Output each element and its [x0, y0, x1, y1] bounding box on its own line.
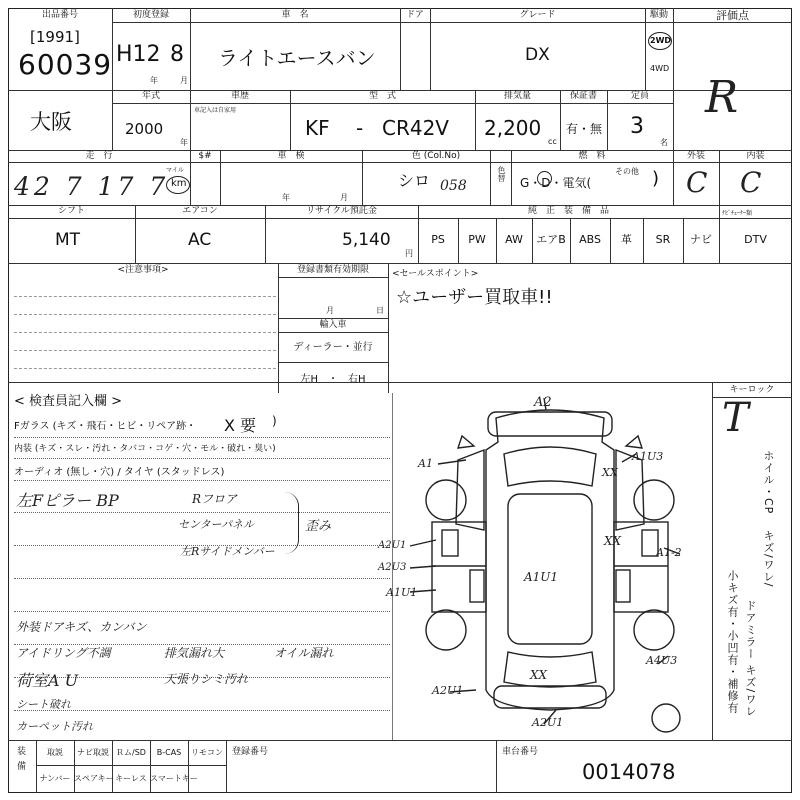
equipment-label: 純 正 装 備 品 [527, 206, 609, 216]
door-label: ドア [406, 10, 424, 20]
steering: 左H ・ 右H [300, 374, 366, 385]
score: R [705, 72, 739, 123]
wheel-front-right [634, 480, 674, 520]
footer-manual: 取説 [47, 748, 63, 757]
wheel-rear-right [634, 610, 674, 650]
glass-line: Fガラス (キズ・飛石・ヒビ・リペア跡・ [14, 421, 197, 432]
drive-label: 駆動 [649, 10, 668, 20]
wheel-front-left [426, 480, 466, 520]
fuel-other: その他 [615, 167, 639, 176]
side-repair: 小キズ有・小凹有・補修有 [726, 570, 739, 714]
car-name-label: 車 名 [281, 10, 309, 20]
equipment-sr: SR [655, 233, 671, 246]
fuel-options: G・D・電気( [520, 176, 592, 190]
hw-r3: 左Rサイドメンバー [180, 545, 275, 558]
left-window-2 [470, 570, 484, 602]
fuel-label: 燃 料 [578, 151, 606, 161]
capacity: 3 [630, 114, 644, 139]
dealer: ディーラー・並行 [293, 342, 373, 353]
diagram-mark-xx-rear: XX [530, 668, 548, 682]
grade-label: グレード [519, 10, 556, 20]
hw-left-pillar: 左Fピラー BP [16, 491, 119, 510]
hw-m2: 天張りシミ汚れ [164, 672, 249, 686]
capacity-label: 定員 [630, 91, 649, 101]
car-name: ライトエースバン [218, 46, 376, 70]
right-door [614, 522, 668, 612]
footer-smart-key: スマートキー [150, 774, 198, 783]
year: 2000 [125, 120, 164, 138]
meter-label: $# [198, 151, 212, 161]
rule [14, 437, 390, 438]
rule [14, 480, 390, 481]
inspection-label: 車 検 [277, 151, 305, 161]
rule [278, 332, 388, 333]
footer-navi-manual: ナビ取説 [77, 748, 109, 757]
hw-m3: オイル漏れ [274, 646, 334, 660]
mileage-unit: km [171, 178, 187, 189]
mileage-unit-top: マイル [166, 167, 184, 174]
rule [673, 22, 792, 23]
rule [226, 740, 227, 793]
rule [112, 22, 673, 23]
hw-l1: 外装ドアキズ、カンバン [16, 620, 147, 634]
color-label: 色 (Col.No) [411, 151, 461, 161]
model-label: 型 式 [368, 91, 396, 101]
first-reg-label: 初度登録 [132, 10, 169, 20]
import-label: 輸入車 [319, 320, 347, 330]
diagram-mark-xx-front: XX [602, 466, 618, 479]
hw-l4: シート破れ [16, 698, 71, 711]
rule [14, 332, 276, 333]
history-label: 車歴 [230, 91, 249, 101]
warranty-label: 保証書 [569, 91, 597, 101]
rule [496, 740, 497, 793]
equipment-dtv: DTV [744, 233, 767, 246]
left-mirror [458, 436, 474, 448]
right-window-2 [616, 570, 630, 602]
footer-bcas: B-CAS [156, 748, 182, 757]
cc-unit: cc [548, 137, 557, 146]
rule [36, 765, 226, 766]
side-wheel-cp: ホイル・CP [762, 450, 775, 515]
footer-remote: リモコン [191, 748, 223, 757]
reg-month: 月 [326, 306, 334, 315]
diagram-mark-a1u1-center: A1U1 [524, 570, 559, 584]
rule [14, 611, 390, 612]
reg-number-label: 登録番号 [232, 747, 269, 757]
hw-m1: 排気漏れ大 [164, 646, 225, 660]
left-door [432, 522, 486, 612]
diagram-mark-a1: A1 [418, 457, 433, 470]
diagram-mark-a4u3: A4U3 [646, 654, 678, 667]
equipment-navi: ナビ [690, 233, 712, 246]
rule [112, 103, 673, 104]
glass-mark: X 要 [224, 416, 257, 435]
color-code: 058 [440, 178, 467, 194]
drive-2wd: 2WD [650, 36, 672, 45]
sales-point: ☆ユーザー買取車!! [396, 287, 553, 308]
rule [14, 458, 390, 459]
warranty: 有・無 [566, 122, 603, 136]
first-reg-era: H12 [116, 42, 161, 67]
inspection-title: < 検査員記入欄 > [14, 394, 123, 409]
footer-equip-label: 装備 [15, 746, 25, 776]
equipment-aw: AW [505, 233, 523, 246]
keylock-mark: T [722, 395, 749, 441]
equipment-airbag: エアB [536, 233, 566, 246]
hw-r4: 歪み [305, 519, 332, 534]
model: CR42V [382, 116, 449, 140]
first-reg-month: 8 [170, 42, 184, 67]
diagram-mark-a2u3: A2U3 [378, 562, 407, 573]
diagram-mark-xx-right: XX [604, 534, 622, 548]
diagram-mark-a1u3: A1U3 [632, 450, 664, 463]
lot-year: [1991] [30, 28, 80, 46]
rule [673, 8, 674, 205]
region: 大阪 [30, 110, 72, 134]
equipment-ps: PS [431, 233, 445, 246]
footer-spare-key: スペアキー [74, 774, 114, 783]
year-unit: 年 [150, 76, 158, 85]
equipment-abs: ABS [579, 233, 601, 246]
rule [14, 578, 390, 579]
rule [14, 368, 276, 369]
fuel-close: ) [652, 168, 660, 189]
displacement-label: 排気量 [503, 91, 531, 101]
model-prefix: KF [305, 116, 330, 140]
footer-keyless: キーレス [115, 774, 147, 783]
hw-l5: カーペット汚れ [16, 720, 93, 733]
diagram-mark-a1-2: A1-2 [656, 546, 682, 559]
shift-label: シフト [57, 206, 85, 216]
footer-number-plate: ナンバー [39, 774, 71, 783]
color-change-label: 色替 [497, 166, 506, 182]
inspection-month: 月 [340, 193, 348, 202]
color: シロ [398, 171, 431, 190]
rule [14, 314, 276, 315]
rule [14, 296, 276, 297]
yen-unit: 円 [405, 249, 413, 258]
car-body-outline [486, 410, 614, 710]
rule [8, 382, 792, 383]
drive-4wd: 4WD [650, 64, 670, 73]
score-label: 評価点 [716, 9, 749, 22]
exterior-label: 外装 [686, 151, 705, 161]
equipment-leather: 革 [621, 233, 632, 246]
model-dash: - [356, 116, 364, 140]
rule [8, 218, 792, 219]
year-label: 年式 [141, 91, 160, 101]
right-mirror [626, 436, 642, 448]
sales-point-label: <セールスポイント> [392, 269, 479, 279]
ac-label: エアコン [182, 206, 218, 216]
recycle-label: リサイクル預託金 [306, 206, 377, 216]
exterior: C [686, 166, 708, 199]
displacement: 2,200 [484, 116, 542, 140]
hw-brace [285, 492, 299, 554]
roof-panel [508, 494, 592, 644]
chassis-label: 車台番号 [502, 747, 539, 757]
diagram-mark-a1u1-left: A1U1 [386, 586, 418, 599]
rule [8, 263, 792, 264]
hw-r1: Rフロア [192, 492, 238, 506]
rule [388, 263, 389, 393]
equipment-pw: PW [468, 233, 486, 246]
rule [278, 277, 388, 278]
rule [278, 362, 388, 363]
rule [278, 318, 388, 319]
mileage: 42 7 17 7 [14, 172, 170, 201]
interior: C [740, 166, 762, 199]
diagram-mark-a2: A2 [534, 395, 552, 410]
month-unit: 月 [180, 76, 188, 85]
audio-line: オーディオ (無し・穴) / タイヤ (スタッドレス) [14, 467, 225, 478]
navi-tv-label: ﾅﾋﾞﾁｭｰﾅｰ類 [722, 210, 753, 217]
reg-day: 日 [376, 306, 384, 315]
diagram-mark-a2u1-bottom: A2U1 [532, 716, 564, 729]
side-wheel-cp-damage: キズ/ワレ/ [762, 530, 775, 588]
side-door-mirror: ドアミラー キズ/ワレ [744, 600, 757, 718]
chassis-number: 0014078 [582, 760, 676, 784]
rule [8, 162, 792, 163]
caution-label: <注意事項> [117, 265, 169, 275]
rear-window [504, 652, 596, 687]
left-window-1 [442, 530, 458, 556]
left-fender [456, 450, 484, 530]
history-sub: 車記入は自家用 [194, 107, 237, 114]
reg-deadline-label: 登録書類有効期限 [296, 265, 369, 275]
recycle-amount: 5,140 [342, 230, 391, 250]
footer-rom-sd: Ｒム/SD [116, 748, 146, 757]
rule [8, 740, 792, 741]
hw-l3: 荷室A U [16, 671, 79, 690]
hw-r2: センターパネル [178, 518, 255, 531]
wheel-rear-left [426, 610, 466, 650]
ac: AC [188, 230, 212, 250]
diagram-mark-a2u1-rear: A2U1 [432, 684, 464, 697]
mileage-label: 走 行 [85, 151, 113, 161]
lot-label: 出品番号 [41, 10, 78, 20]
grade: DX [525, 45, 550, 65]
rule [14, 512, 390, 513]
rule [14, 350, 276, 351]
year-unit-2: 年 [180, 138, 188, 147]
lot-number: 60039 [18, 48, 113, 81]
rule [712, 382, 713, 740]
interior-label: 内装 [746, 151, 765, 161]
spare-tire [652, 704, 680, 732]
fuel-d-circle [537, 171, 552, 186]
glass-close: ) [272, 414, 277, 428]
interior-line: 内装 (キズ・スレ・汚れ・タバコ・コゲ・穴・モル・破れ・臭い) [14, 444, 276, 454]
diagram-mark-a2u1: A2U1 [378, 540, 407, 551]
hw-l2: アイドリング不調 [16, 646, 111, 660]
shift: MT [55, 230, 81, 250]
windshield [504, 447, 596, 486]
keylock-label: キーロック [729, 385, 775, 395]
inspection-year: 年 [282, 193, 290, 202]
capacity-unit: 名 [660, 138, 668, 147]
